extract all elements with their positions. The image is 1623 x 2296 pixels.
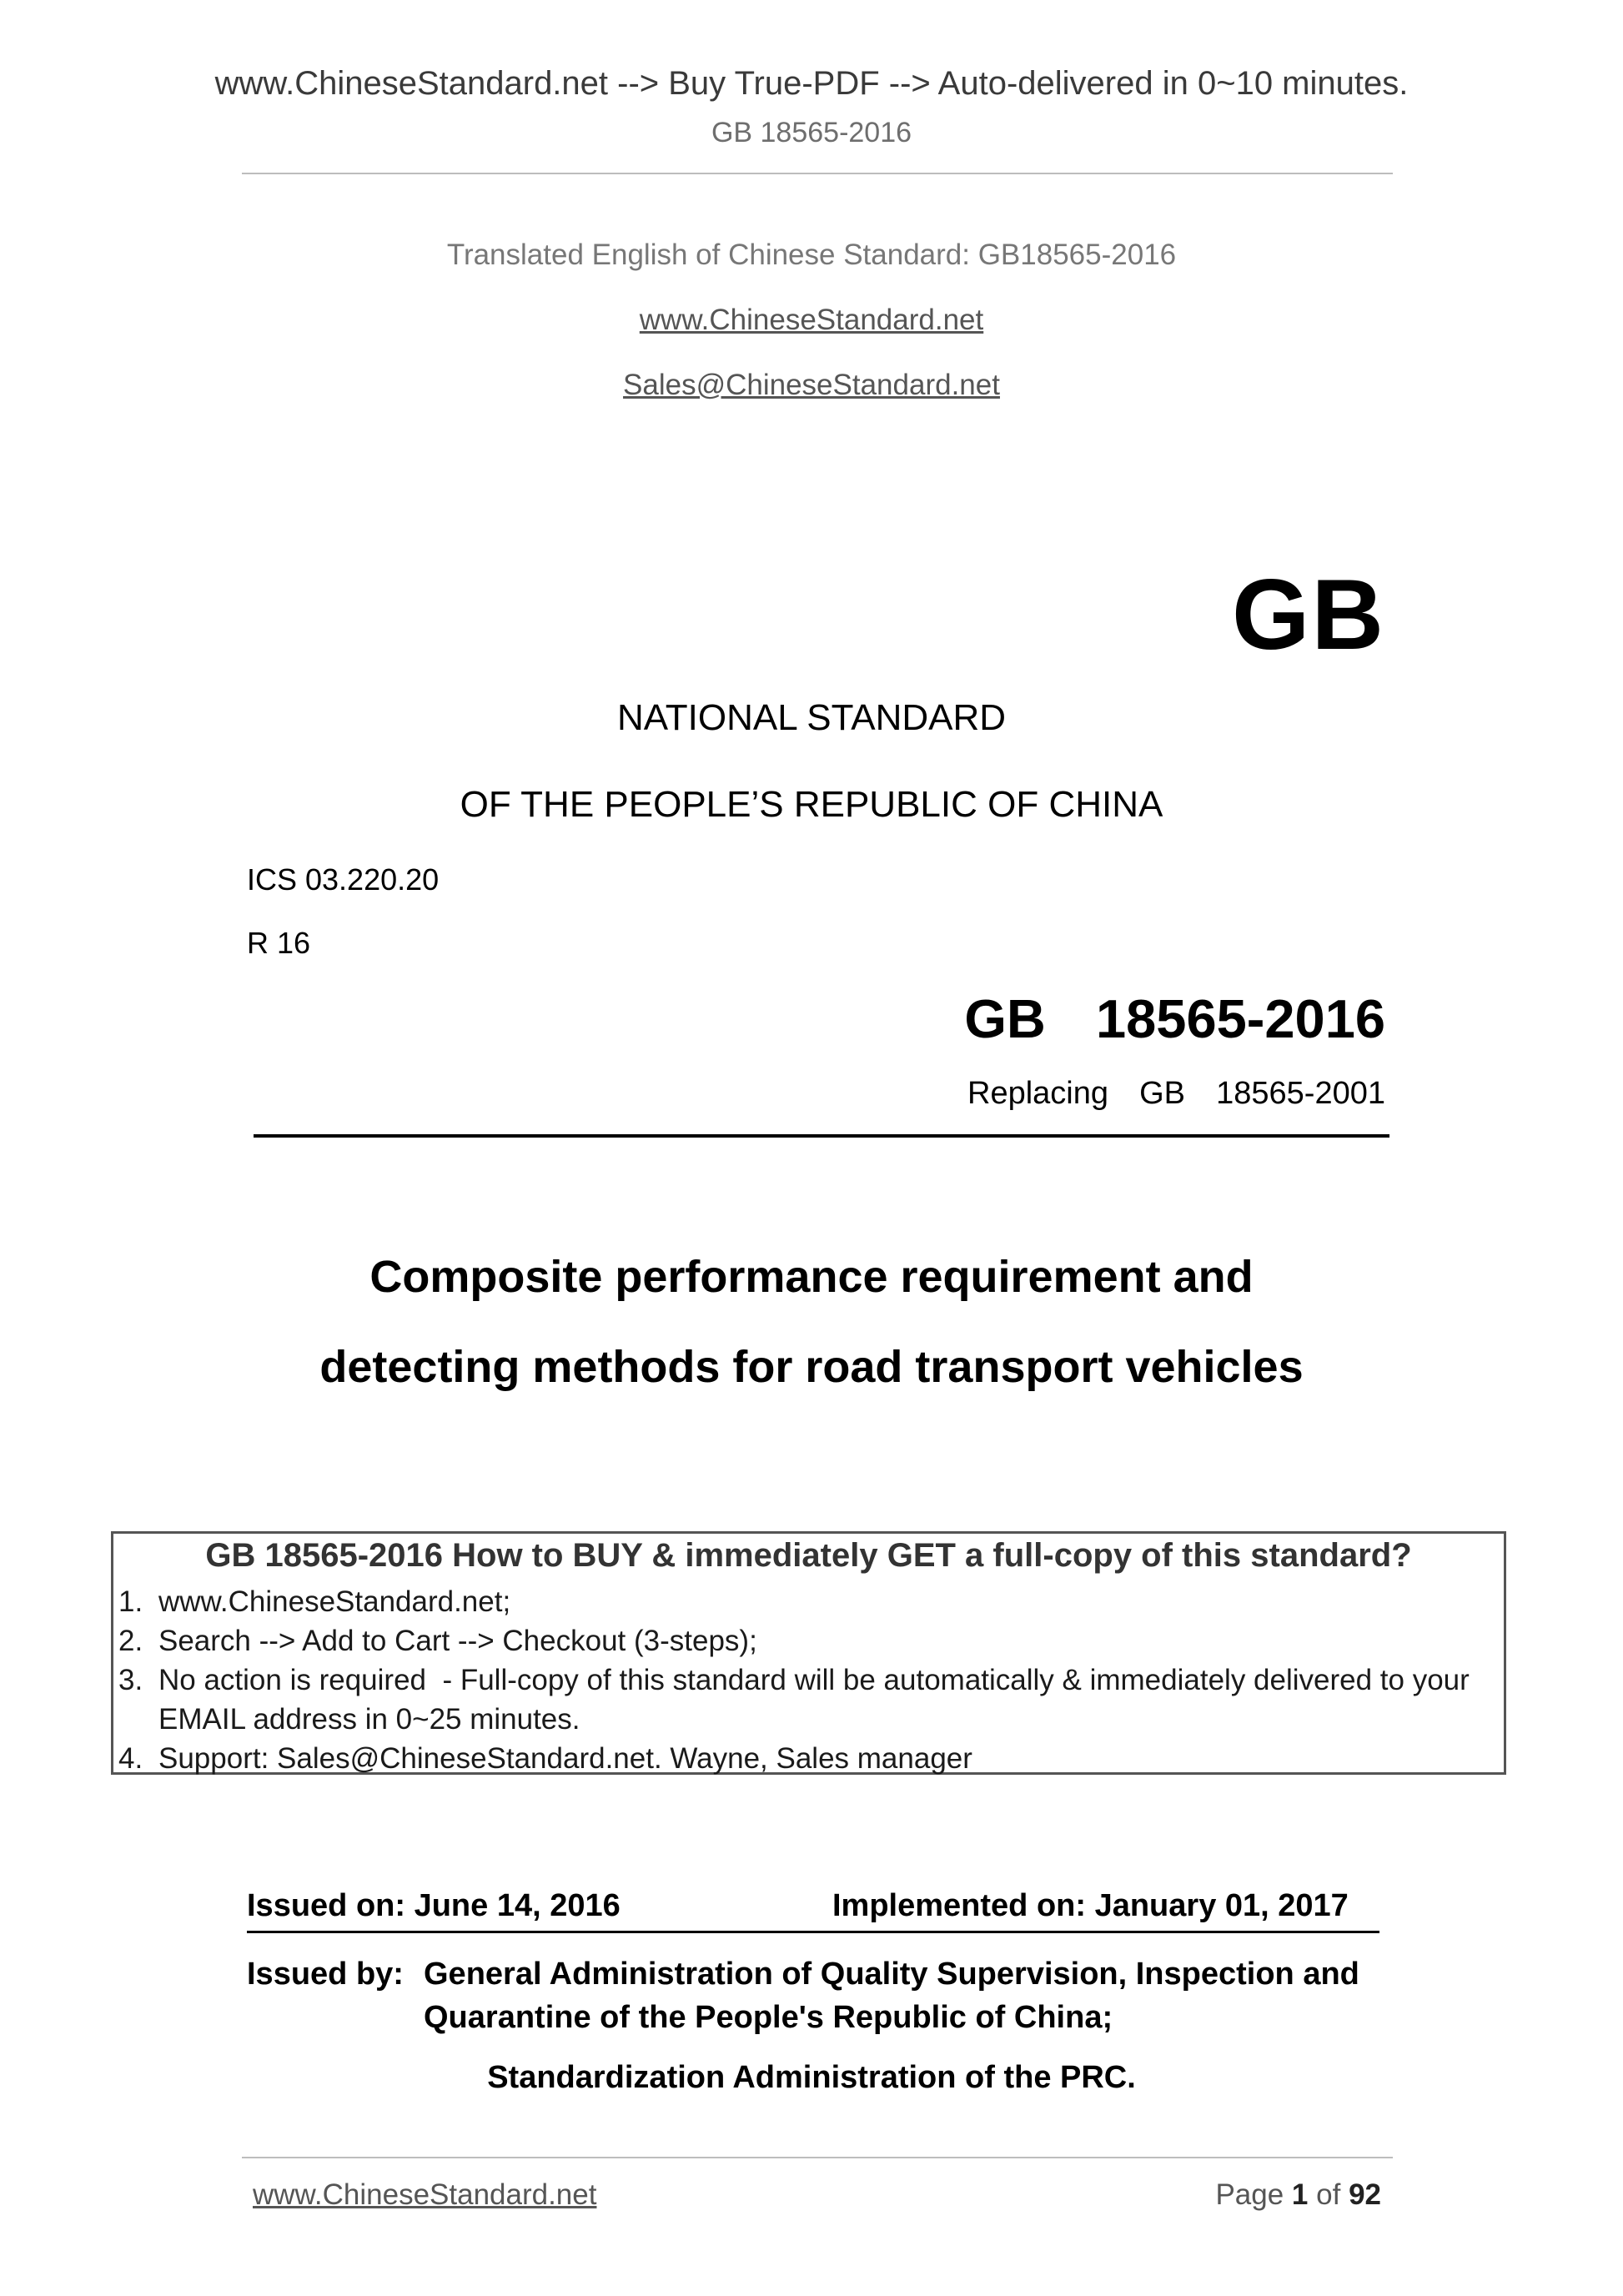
list-item-number: 4. [118, 1742, 143, 1775]
ics-code: ICS 03.220.20 [247, 862, 440, 897]
national-standard-line1: NATIONAL STANDARD [616, 697, 1007, 738]
title-line2: detecting methods for road transport vehicles [319, 1342, 1304, 1392]
list-item [118, 1582, 1499, 1621]
top-banner: www.ChineseStandard.net --> Buy True-PDF --> Auto-delivered in 0~10 minutes. [214, 65, 1409, 102]
list-item [118, 1660, 1499, 1739]
list-item-number: 2. [118, 1625, 143, 1657]
issued-by-line2: Quarantine of the People's Republic of China; [424, 2000, 1113, 2035]
list-item-text: www.ChineseStandard.net; [158, 1585, 511, 1618]
email-link-wrap [0, 369, 1623, 402]
issued-on-date: Issued on: June 14, 2016 [247, 1888, 621, 1923]
main-divider [254, 1134, 1389, 1138]
page-current: 1 [1291, 2178, 1309, 2211]
page-number [1215, 2178, 1381, 2212]
buy-box-heading: GB 18565-2016 How to BUY & immediately GET a full-copy of this standard? [205, 1537, 1412, 1574]
implemented-on-date: Implemented on: January 01, 2017 [832, 1888, 1349, 1923]
footer-divider [242, 2157, 1393, 2158]
gb-mark: GB [1232, 559, 1385, 671]
issued-by-line3: Standardization Administration of the PRC. [487, 2060, 1136, 2095]
replacing-note: Replacing GB 18565-2001 [967, 1076, 1385, 1111]
issued-by-line1: General Administration of Quality Supervision, Inspection and [424, 1957, 1359, 1992]
website-link-wrap [0, 304, 1623, 337]
buy-info-box [111, 1531, 1506, 1775]
title-line1: Composite performance requirement and [369, 1252, 1254, 1302]
website-link[interactable]: www.ChineseStandard.net [639, 304, 984, 336]
list-item-text: Search --> Add to Cart --> Checkout (3-steps); [158, 1625, 757, 1657]
r-code: R 16 [247, 926, 311, 960]
email-link[interactable]: Sales@ChineseStandard.net [623, 369, 1000, 401]
translated-notice: Translated English of Chinese Standard: GB18565-2016 [446, 239, 1177, 271]
page-of: of [1316, 2178, 1341, 2211]
page-total: 92 [1349, 2178, 1381, 2211]
list-item-number: 3. [118, 1664, 143, 1696]
standard-number: GB 18565-2016 [964, 988, 1385, 1049]
issued-by-label: Issued by: [247, 1957, 404, 1992]
footer-website-link[interactable]: www.ChineseStandard.net [253, 2178, 597, 2211]
header-standard-code: GB 18565-2016 [711, 117, 912, 148]
buy-steps-list [118, 1582, 1499, 1778]
header-divider [242, 173, 1393, 174]
issue-divider [247, 1931, 1379, 1933]
list-item-number: 1. [118, 1585, 143, 1618]
page-prefix: Page [1215, 2178, 1284, 2211]
list-item-text: Support: Sales@ChineseStandard.net. Wayne, Sales manager [158, 1742, 972, 1775]
list-item [118, 1621, 1499, 1660]
national-standard-line2: OF THE PEOPLE’S REPUBLIC OF CHINA [460, 784, 1163, 825]
list-item-text: No action is required - Full-copy of this standard will be automatically & immediately delivered to your EMAIL address in 0~25 minutes. [158, 1664, 1478, 1736]
list-item [118, 1739, 1499, 1778]
